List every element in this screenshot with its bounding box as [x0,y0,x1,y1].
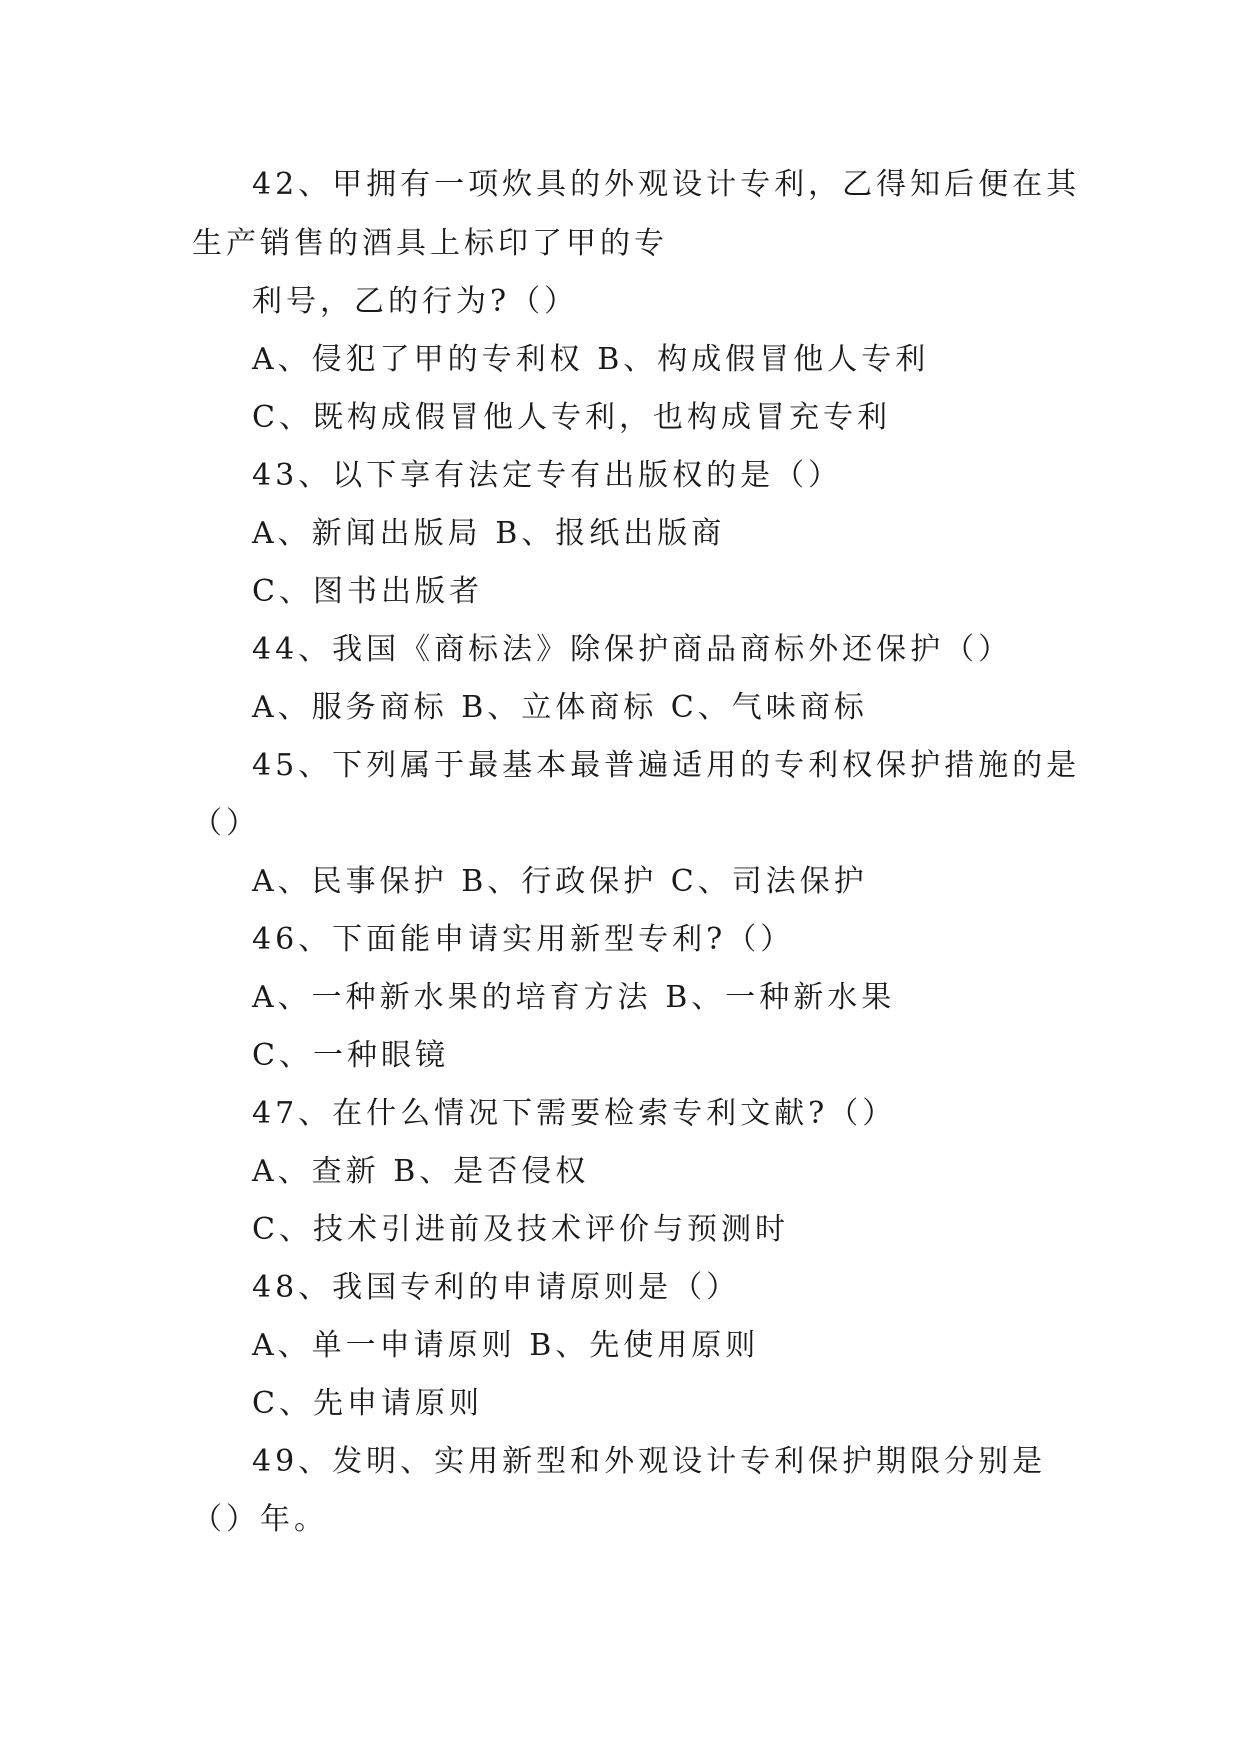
question-47: 47、在什么情况下需要检索专利文献?（） [252,1096,897,1131]
question-45-line-2: （） [192,806,260,841]
question-48: 48、我国专利的申请原则是（） [252,1270,741,1305]
question-46: 46、下面能申请实用新型专利?（） [252,922,795,957]
question-49-line-2: （）年。 [192,1502,328,1537]
question-42-options-ab: A、侵犯了甲的专利权 B、构成假冒他人专利 [252,342,930,377]
question-42-line-2: 生产销售的酒具上标印了甲的专 [192,226,668,261]
question-49-line-1: 49、发明、实用新型和外观设计专利保护期限分别是 [252,1444,1047,1479]
question-44: 44、我国《商标法》除保护商品商标外还保护（） [252,632,1013,667]
question-45-options: A、民事保护 B、行政保护 C、司法保护 [252,864,868,899]
question-48-options-ab: A、单一申请原则 B、先使用原则 [252,1328,760,1363]
question-42-line-3: 利号，乙的行为?（） [252,284,579,319]
question-43-options-ab: A、新闻出版局 B、报纸出版商 [252,516,726,551]
question-47-option-c: C、技术引进前及技术评价与预测时 [252,1212,789,1247]
question-45-line-1: 45、下列属于最基本最普遍适用的专利权保护措施的是 [252,748,1081,783]
question-43-option-c: C、图书出版者 [252,574,483,609]
question-43: 43、以下享有法定专有出版权的是（） [252,458,843,493]
question-46-option-c: C、一种眼镜 [252,1038,449,1073]
question-48-option-c: C、先申请原则 [252,1386,483,1421]
question-42-option-c: C、既构成假冒他人专利，也构成冒充专利 [252,400,891,435]
question-47-options-ab: A、查新 B、是否侵权 [252,1154,590,1189]
question-46-options-ab: A、一种新水果的培育方法 B、一种新水果 [252,980,896,1015]
question-44-options: A、服务商标 B、立体商标 C、气味商标 [252,690,868,725]
question-42-line-1: 42、甲拥有一项炊具的外观设计专利，乙得知后便在其 [252,167,1081,202]
